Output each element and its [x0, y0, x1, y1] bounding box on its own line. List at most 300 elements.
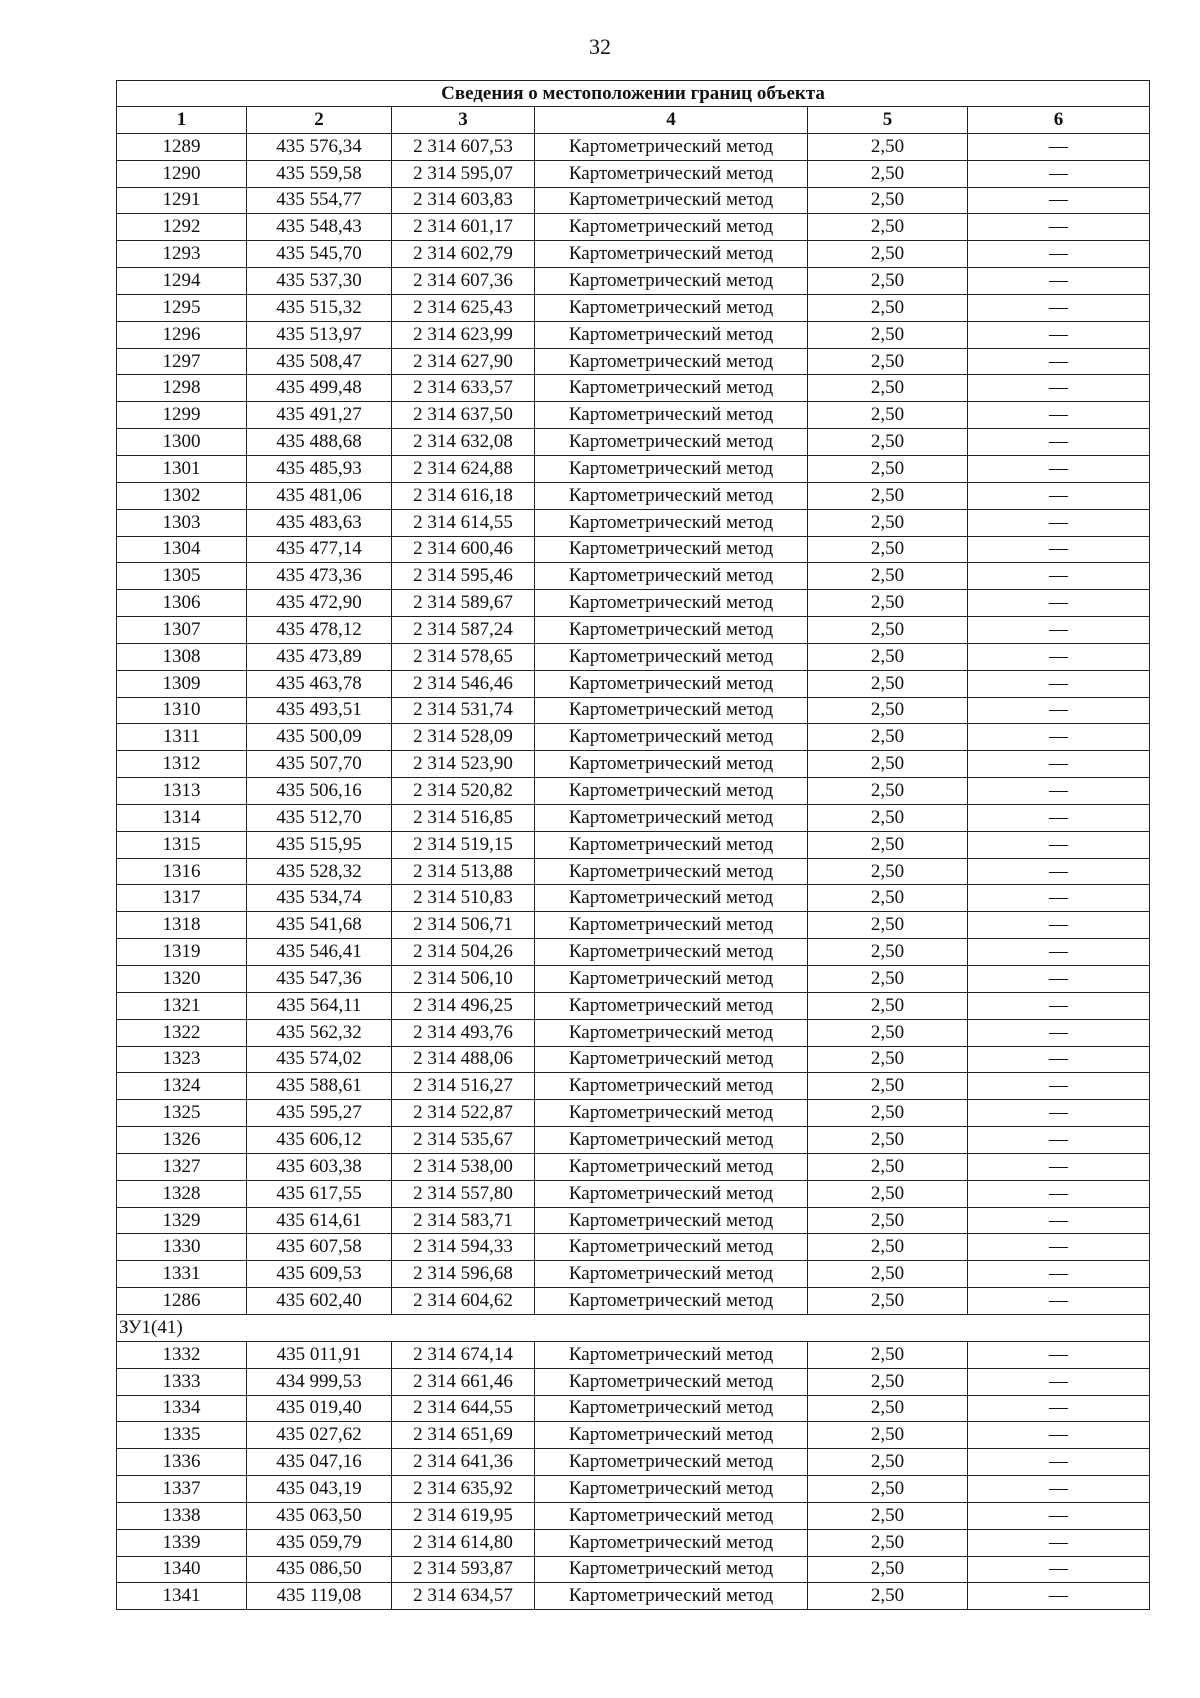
table-cell: 2 314 674,14 [392, 1341, 535, 1368]
table-cell: 2 314 614,80 [392, 1529, 535, 1556]
table-cell: 2 314 578,65 [392, 643, 535, 670]
table-cell: — [968, 402, 1150, 429]
table-cell: — [968, 375, 1150, 402]
table-cell: 2 314 506,10 [392, 966, 535, 993]
table-cell: 435 472,90 [247, 590, 392, 617]
table-cell: 2 314 520,82 [392, 778, 535, 805]
table-cell: 435 595,27 [247, 1100, 392, 1127]
table-cell: — [968, 590, 1150, 617]
table-row [117, 831, 1150, 858]
table-cell: Картометрический метод [535, 509, 808, 536]
table-cell: 435 483,63 [247, 509, 392, 536]
table-cell: 435 481,06 [247, 482, 392, 509]
table-cell: — [968, 241, 1150, 268]
table-cell: 2 314 644,55 [392, 1395, 535, 1422]
table-cell: Картометрический метод [535, 321, 808, 348]
table-cell: 1314 [117, 804, 247, 831]
table-cell: 1329 [117, 1207, 247, 1234]
table-cell: 2,50 [808, 509, 968, 536]
column-header: 2 [247, 107, 392, 134]
table-cell: 1336 [117, 1449, 247, 1476]
table-cell: 1333 [117, 1368, 247, 1395]
table-cell: 2,50 [808, 536, 968, 563]
table-cell: 2 314 594,33 [392, 1234, 535, 1261]
table-cell: 1335 [117, 1422, 247, 1449]
table-cell: Картометрический метод [535, 1583, 808, 1610]
table-cell: 2 314 632,08 [392, 429, 535, 456]
table-cell: 2,50 [808, 563, 968, 590]
column-header: 4 [535, 107, 808, 134]
table-cell: 1306 [117, 590, 247, 617]
table-cell: 435 562,32 [247, 1019, 392, 1046]
column-header: 1 [117, 107, 247, 134]
table-cell: 2,50 [808, 1422, 968, 1449]
table-cell: Картометрический метод [535, 160, 808, 187]
table-cell: 1289 [117, 133, 247, 160]
table-cell: 2,50 [808, 133, 968, 160]
table-row [117, 724, 1150, 751]
table-cell: — [968, 455, 1150, 482]
table-cell: — [968, 1046, 1150, 1073]
table-cell: 435 534,74 [247, 885, 392, 912]
table-cell: 2 314 627,90 [392, 348, 535, 375]
table-cell: 435 541,68 [247, 912, 392, 939]
table-row [117, 751, 1150, 778]
table-cell: 2,50 [808, 966, 968, 993]
table-row [117, 1368, 1150, 1395]
column-header: 6 [968, 107, 1150, 134]
table-cell: 435 473,89 [247, 643, 392, 670]
table-cell: 1307 [117, 617, 247, 644]
table-cell: — [968, 1368, 1150, 1395]
table-cell: 2 314 593,87 [392, 1556, 535, 1583]
table-cell: 435 507,70 [247, 751, 392, 778]
table-cell: Картометрический метод [535, 1529, 808, 1556]
table-cell: Картометрический метод [535, 939, 808, 966]
table-cell: 435 564,11 [247, 992, 392, 1019]
table-cell: 2 314 587,24 [392, 617, 535, 644]
table-row [117, 697, 1150, 724]
table-cell: 1294 [117, 268, 247, 295]
table-cell: — [968, 1449, 1150, 1476]
table-cell: 1296 [117, 321, 247, 348]
table-cell: 2 314 624,88 [392, 455, 535, 482]
table-cell: — [968, 1556, 1150, 1583]
table-row [117, 778, 1150, 805]
table-cell: 435 086,50 [247, 1556, 392, 1583]
table-cell: Картометрический метод [535, 1422, 808, 1449]
table-cell: 2 314 619,95 [392, 1502, 535, 1529]
table-cell: 434 999,53 [247, 1368, 392, 1395]
table-row [117, 885, 1150, 912]
table-cell: 2,50 [808, 241, 968, 268]
table-cell: — [968, 858, 1150, 885]
table-cell: 2,50 [808, 1073, 968, 1100]
table-cell: 2,50 [808, 804, 968, 831]
table-cell: 2 314 506,71 [392, 912, 535, 939]
table-cell: 2 314 519,15 [392, 831, 535, 858]
table-cell: 2,50 [808, 1207, 968, 1234]
table-row [117, 858, 1150, 885]
boundary-coordinates-table [116, 80, 1150, 1610]
table-cell: 435 478,12 [247, 617, 392, 644]
table-cell: 435 493,51 [247, 697, 392, 724]
table-cell: 1315 [117, 831, 247, 858]
section-row [117, 1314, 1150, 1341]
table-cell: Картометрический метод [535, 1100, 808, 1127]
table-row [117, 187, 1150, 214]
table-cell: 2,50 [808, 375, 968, 402]
table-cell: 2,50 [808, 912, 968, 939]
table-cell: 2,50 [808, 187, 968, 214]
table-cell: 2 314 604,62 [392, 1288, 535, 1315]
table-row [117, 1288, 1150, 1315]
table-cell: 1286 [117, 1288, 247, 1315]
table-cell: Картометрический метод [535, 751, 808, 778]
table-cell: 435 607,58 [247, 1234, 392, 1261]
table-cell: 2 314 557,80 [392, 1180, 535, 1207]
table-cell: — [968, 966, 1150, 993]
table-cell: Картометрический метод [535, 1502, 808, 1529]
table-cell: — [968, 643, 1150, 670]
table-row [117, 1234, 1150, 1261]
table-cell: Картометрический метод [535, 348, 808, 375]
table-cell: 2,50 [808, 831, 968, 858]
table-cell: 1321 [117, 992, 247, 1019]
table-cell: Картометрический метод [535, 912, 808, 939]
table-cell: 2,50 [808, 455, 968, 482]
table-row [117, 402, 1150, 429]
table-cell: — [968, 778, 1150, 805]
table-cell: Картометрический метод [535, 831, 808, 858]
table-cell: 1302 [117, 482, 247, 509]
table-cell: 435 043,19 [247, 1476, 392, 1503]
table-cell: 2,50 [808, 1368, 968, 1395]
table-cell: 2,50 [808, 1449, 968, 1476]
table-cell: Картометрический метод [535, 375, 808, 402]
table-cell: — [968, 509, 1150, 536]
table-cell: 2,50 [808, 1476, 968, 1503]
table-cell: Картометрический метод [535, 643, 808, 670]
table-row [117, 268, 1150, 295]
table-row [117, 1449, 1150, 1476]
table-cell: — [968, 804, 1150, 831]
table-row [117, 1261, 1150, 1288]
table-cell: 435 614,61 [247, 1207, 392, 1234]
table-cell: 435 063,50 [247, 1502, 392, 1529]
table-cell: 1325 [117, 1100, 247, 1127]
table-row [117, 482, 1150, 509]
table-cell: 1323 [117, 1046, 247, 1073]
table-cell: Картометрический метод [535, 563, 808, 590]
table-cell: — [968, 160, 1150, 187]
table-cell: Картометрический метод [535, 1207, 808, 1234]
table-cell: Картометрический метод [535, 858, 808, 885]
table-cell: 2 314 651,69 [392, 1422, 535, 1449]
table-cell: 435 059,79 [247, 1529, 392, 1556]
table-row [117, 1422, 1150, 1449]
table-cell: 2 314 607,36 [392, 268, 535, 295]
table-row [117, 804, 1150, 831]
table-cell: — [968, 187, 1150, 214]
table-row [117, 1476, 1150, 1503]
table-cell: 1340 [117, 1556, 247, 1583]
table-cell: Картометрический метод [535, 670, 808, 697]
table-cell: 2,50 [808, 160, 968, 187]
table-cell: 2,50 [808, 1556, 968, 1583]
table-cell: 435 477,14 [247, 536, 392, 563]
table-cell: 435 546,41 [247, 939, 392, 966]
table-cell: 2,50 [808, 214, 968, 241]
table-cell: 2 314 535,67 [392, 1127, 535, 1154]
table-body [117, 133, 1150, 1609]
table-cell: 1332 [117, 1341, 247, 1368]
table-cell: 1339 [117, 1529, 247, 1556]
table-cell: 2,50 [808, 992, 968, 1019]
table-row [117, 992, 1150, 1019]
table-cell: 435 606,12 [247, 1127, 392, 1154]
table-row [117, 1341, 1150, 1368]
table-cell: 2,50 [808, 321, 968, 348]
table-cell: — [968, 1341, 1150, 1368]
table-cell: 2,50 [808, 643, 968, 670]
table-cell: 2 314 635,92 [392, 1476, 535, 1503]
table-cell: 2 314 595,07 [392, 160, 535, 187]
table-cell: 435 119,08 [247, 1583, 392, 1610]
table-cell: 2,50 [808, 1502, 968, 1529]
table-cell: 2,50 [808, 268, 968, 295]
table-cell: Картометрический метод [535, 617, 808, 644]
table-cell: — [968, 1234, 1150, 1261]
table-cell: — [968, 563, 1150, 590]
table-row [117, 536, 1150, 563]
table-cell: 435 513,97 [247, 321, 392, 348]
table-cell: 435 047,16 [247, 1449, 392, 1476]
table-cell: Картометрический метод [535, 1341, 808, 1368]
table-cell: 1311 [117, 724, 247, 751]
table-cell: 1324 [117, 1073, 247, 1100]
table-row [117, 1556, 1150, 1583]
table-cell: 2,50 [808, 1529, 968, 1556]
table-row [117, 1207, 1150, 1234]
table-cell: 2,50 [808, 751, 968, 778]
table-cell: 1318 [117, 912, 247, 939]
table-cell: — [968, 831, 1150, 858]
table-cell: 1299 [117, 402, 247, 429]
table-cell: 1341 [117, 1583, 247, 1610]
table-row [117, 670, 1150, 697]
section-label: ЗУ1(41) [117, 1314, 1150, 1341]
table-cell: Картометрический метод [535, 133, 808, 160]
table-cell: 435 019,40 [247, 1395, 392, 1422]
table-cell: Картометрический метод [535, 294, 808, 321]
table-cell: 1326 [117, 1127, 247, 1154]
table-cell: Картометрический метод [535, 1395, 808, 1422]
table-cell: 435 559,58 [247, 160, 392, 187]
table-cell: Картометрический метод [535, 1556, 808, 1583]
page-number: 32 [589, 34, 611, 59]
table-cell: 435 499,48 [247, 375, 392, 402]
table-cell: 2 314 516,85 [392, 804, 535, 831]
table-cell: — [968, 1476, 1150, 1503]
table-row [117, 294, 1150, 321]
table-row [117, 563, 1150, 590]
table-cell: 435 473,36 [247, 563, 392, 590]
table-cell: 2 314 625,43 [392, 294, 535, 321]
table-cell: 2 314 600,46 [392, 536, 535, 563]
table-cell: 435 488,68 [247, 429, 392, 456]
table-cell: 2 314 516,27 [392, 1073, 535, 1100]
table-cell: Картометрический метод [535, 268, 808, 295]
table-cell: 2 314 504,26 [392, 939, 535, 966]
table-cell: 2 314 589,67 [392, 590, 535, 617]
table-cell: 1293 [117, 241, 247, 268]
table-cell: — [968, 1583, 1150, 1610]
table-cell: 2 314 614,55 [392, 509, 535, 536]
table-cell: Картометрический метод [535, 214, 808, 241]
table-cell: 2 314 603,83 [392, 187, 535, 214]
table-cell: Картометрический метод [535, 1368, 808, 1395]
table-cell: 2 314 616,18 [392, 482, 535, 509]
table-cell: — [968, 912, 1150, 939]
table-cell: 435 576,34 [247, 133, 392, 160]
table-cell: 2 314 634,57 [392, 1583, 535, 1610]
table-cell: 1292 [117, 214, 247, 241]
table-cell: — [968, 751, 1150, 778]
table-row [117, 321, 1150, 348]
table-cell: Картометрический метод [535, 778, 808, 805]
table-cell: 2 314 661,46 [392, 1368, 535, 1395]
table-cell: — [968, 294, 1150, 321]
table-cell: 1338 [117, 1502, 247, 1529]
table-cell: Картометрический метод [535, 1234, 808, 1261]
table-cell: — [968, 1288, 1150, 1315]
table-cell: Картометрический метод [535, 241, 808, 268]
table-cell: 435 506,16 [247, 778, 392, 805]
table-cell: 2,50 [808, 778, 968, 805]
table-cell: — [968, 939, 1150, 966]
table-cell: — [968, 670, 1150, 697]
table-cell: 2 314 510,83 [392, 885, 535, 912]
table-cell: 435 547,36 [247, 966, 392, 993]
table-cell: 1328 [117, 1180, 247, 1207]
table-cell: Картометрический метод [535, 724, 808, 751]
table-row [117, 939, 1150, 966]
table-cell: 435 528,32 [247, 858, 392, 885]
table-cell: — [968, 992, 1150, 1019]
table-cell: 2 314 596,68 [392, 1261, 535, 1288]
table-cell: 2,50 [808, 1180, 968, 1207]
table-cell: Картометрический метод [535, 1261, 808, 1288]
table-cell: 2 314 623,99 [392, 321, 535, 348]
table-row [117, 1583, 1150, 1610]
table-cell: 1305 [117, 563, 247, 590]
table-cell: 435 548,43 [247, 214, 392, 241]
table-cell: 1304 [117, 536, 247, 563]
table-row [117, 1529, 1150, 1556]
table-cell: 2,50 [808, 724, 968, 751]
table-cell: 2 314 488,06 [392, 1046, 535, 1073]
table-cell: 2,50 [808, 939, 968, 966]
table-cell: Картометрический метод [535, 482, 808, 509]
table-cell: 2,50 [808, 429, 968, 456]
table-cell: 2,50 [808, 885, 968, 912]
table-row [117, 241, 1150, 268]
table-cell: 2,50 [808, 1100, 968, 1127]
table-cell: — [968, 321, 1150, 348]
table-cell: 2,50 [808, 1288, 968, 1315]
table-cell: 2 314 602,79 [392, 241, 535, 268]
table-cell: Картометрический метод [535, 1019, 808, 1046]
table-row [117, 590, 1150, 617]
table-cell: 2,50 [808, 697, 968, 724]
table-cell: 2,50 [808, 590, 968, 617]
table-cell: 2 314 641,36 [392, 1449, 535, 1476]
table-cell: 2,50 [808, 294, 968, 321]
table-row [117, 375, 1150, 402]
column-header-row [117, 107, 1150, 134]
table-cell: 435 485,93 [247, 455, 392, 482]
table-cell: 435 463,78 [247, 670, 392, 697]
table-row [117, 643, 1150, 670]
table-cell: 435 500,09 [247, 724, 392, 751]
table-cell: Картометрический метод [535, 590, 808, 617]
table-cell: Картометрический метод [535, 429, 808, 456]
table-cell: 2 314 528,09 [392, 724, 535, 751]
table-cell: 435 588,61 [247, 1073, 392, 1100]
table-cell: 1327 [117, 1153, 247, 1180]
table-cell: 2,50 [808, 1046, 968, 1073]
table-cell: 1317 [117, 885, 247, 912]
table-cell: 2,50 [808, 617, 968, 644]
table-row [117, 348, 1150, 375]
table-row [117, 455, 1150, 482]
table-cell: 435 617,55 [247, 1180, 392, 1207]
table-cell: Картометрический метод [535, 1073, 808, 1100]
table-cell: 2 314 633,57 [392, 375, 535, 402]
table-cell: 435 574,02 [247, 1046, 392, 1073]
table-cell: — [968, 1422, 1150, 1449]
table-cell: 435 609,53 [247, 1261, 392, 1288]
table-cell: 2,50 [808, 670, 968, 697]
table-cell: 1319 [117, 939, 247, 966]
table-cell: 2 314 513,88 [392, 858, 535, 885]
table-title: Сведения о местоположении границ объекта [117, 81, 1150, 107]
table-row [117, 509, 1150, 536]
table-cell: 435 515,32 [247, 294, 392, 321]
table-cell: — [968, 1180, 1150, 1207]
table-cell: 1322 [117, 1019, 247, 1046]
table-cell: 435 508,47 [247, 348, 392, 375]
table-cell: 435 027,62 [247, 1422, 392, 1449]
table-cell: 2 314 595,46 [392, 563, 535, 590]
table-cell: — [968, 1207, 1150, 1234]
table-cell: 2,50 [808, 1395, 968, 1422]
table-cell: 435 603,38 [247, 1153, 392, 1180]
table-row [117, 966, 1150, 993]
table-cell: — [968, 1261, 1150, 1288]
table-cell: — [968, 1153, 1150, 1180]
table-cell: 1290 [117, 160, 247, 187]
table-cell: 2,50 [808, 1127, 968, 1154]
table-row [117, 1127, 1150, 1154]
table-cell: 1303 [117, 509, 247, 536]
table-cell: 2,50 [808, 1261, 968, 1288]
table-cell: 435 491,27 [247, 402, 392, 429]
table-row [117, 1100, 1150, 1127]
table-cell: — [968, 1395, 1150, 1422]
table-cell: 1297 [117, 348, 247, 375]
